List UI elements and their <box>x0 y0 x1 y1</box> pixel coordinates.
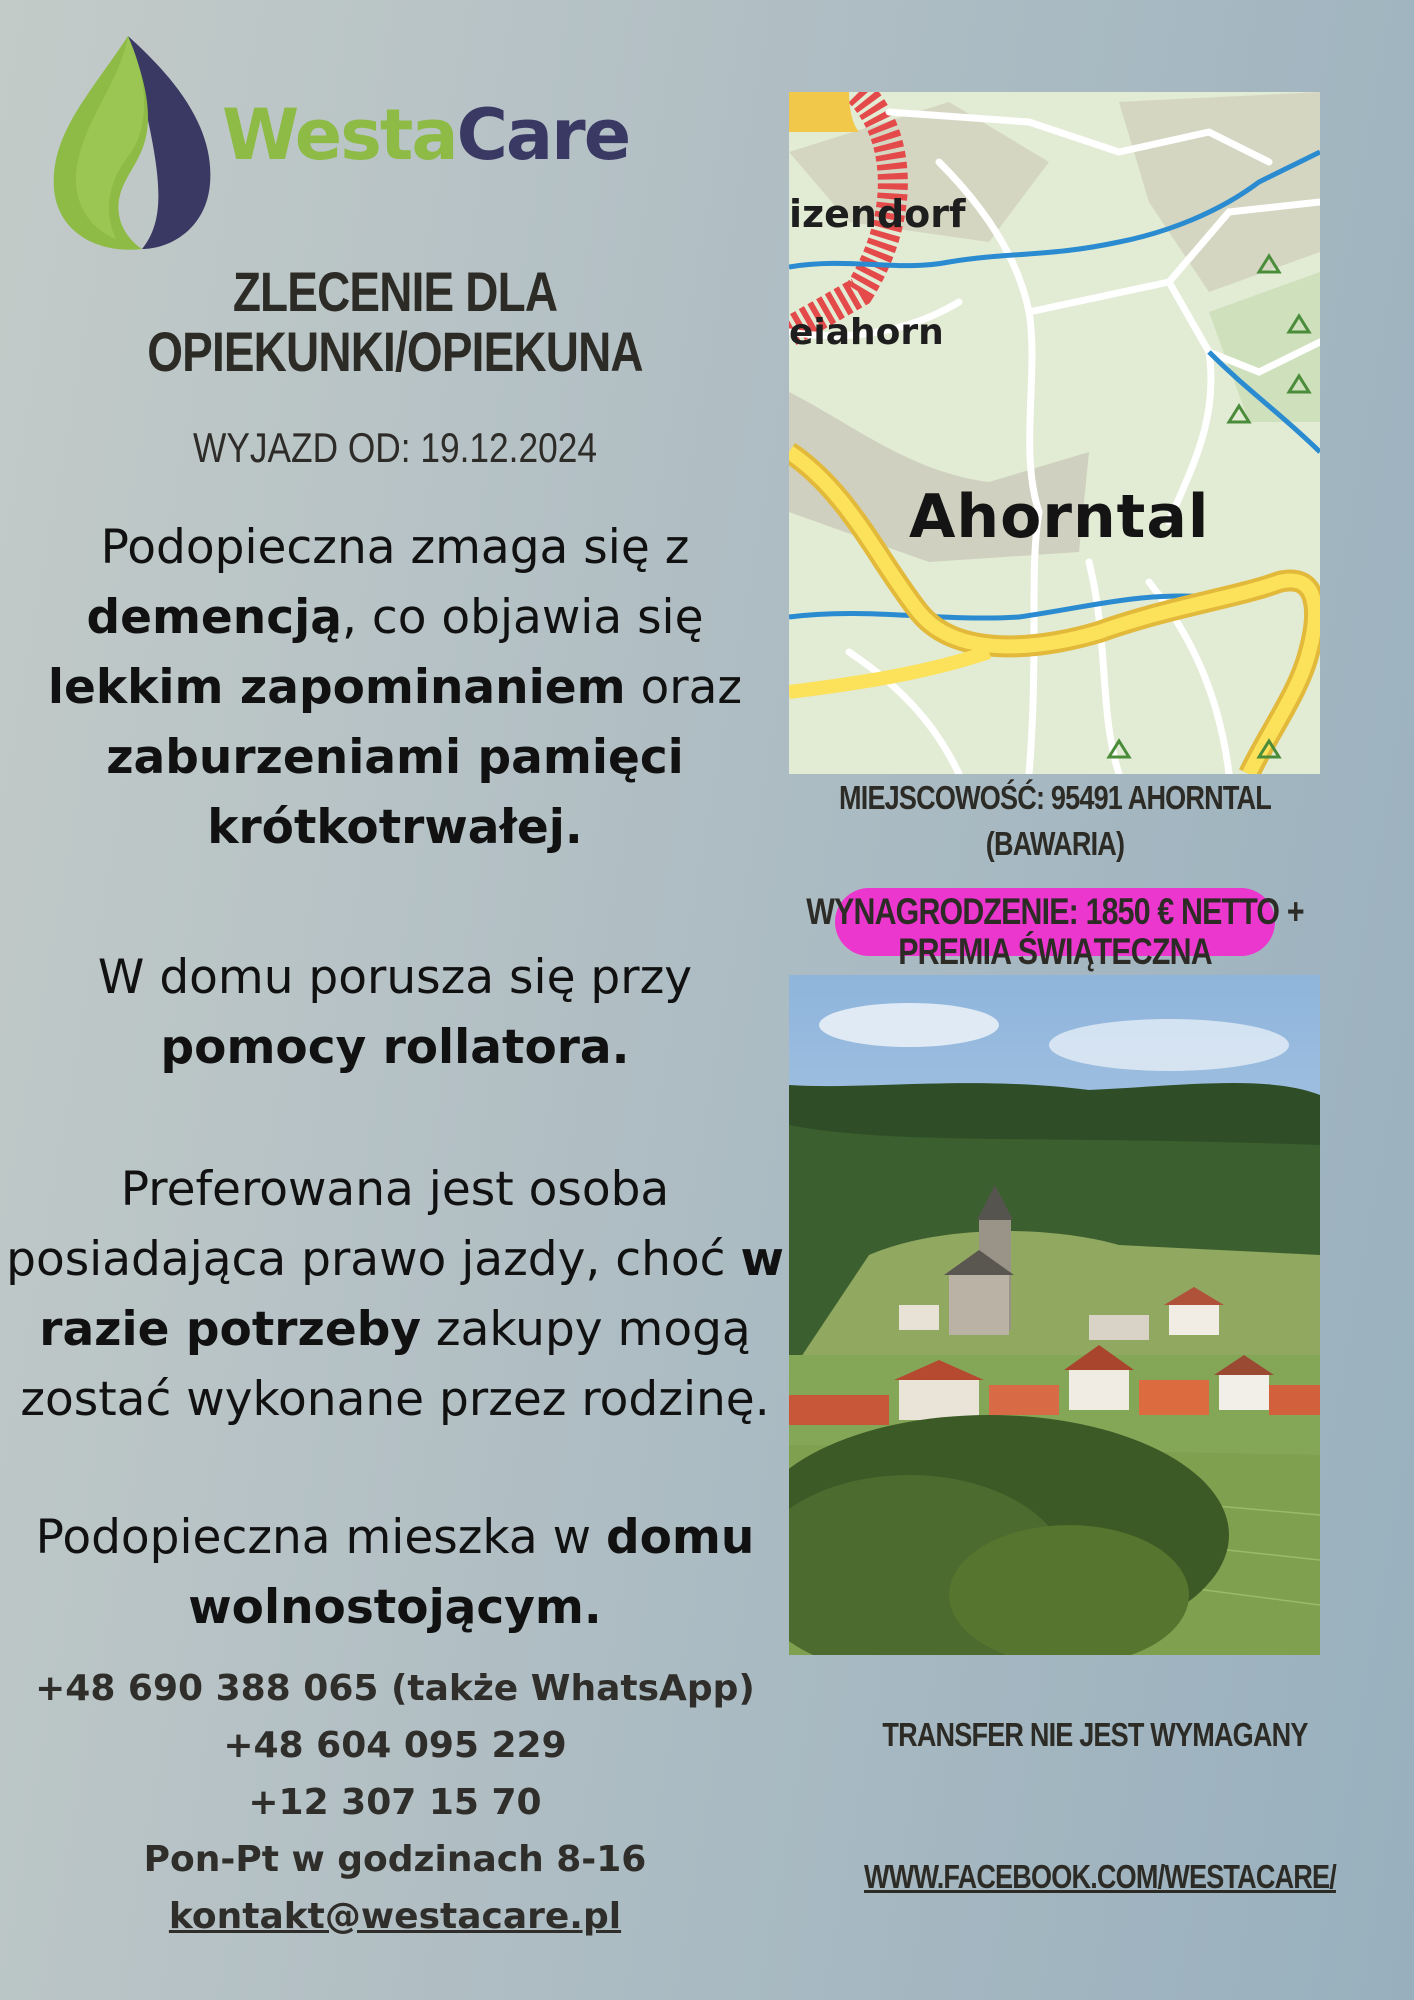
phone-link[interactable]: +48 690 388 065 (także WhatsApp) <box>35 1668 755 1709</box>
text: , co objawia się <box>341 590 704 645</box>
phone-link[interactable]: +12 307 15 70 <box>248 1782 542 1823</box>
text: zakupy mogą <box>420 1302 751 1357</box>
village-photo <box>789 975 1320 1655</box>
bold-text: wolnostojącym. <box>188 1580 602 1635</box>
map-label: izendorf <box>789 192 966 236</box>
salary-line1: WYNAGRODZENIE: 1850 € NETTO + <box>806 891 1304 932</box>
housing-paragraph <box>0 1503 790 1643</box>
text: posiadająca prawo jazdy, choć <box>6 1232 741 1287</box>
salary-line2: PREMIA ŚWIĄTECZNA <box>898 931 1212 972</box>
text: zostać wykonane przez rodzinę. <box>20 1372 770 1427</box>
bold-text: razie potrzeby <box>39 1302 421 1357</box>
transfer-note: TRANSFER NIE JEST WYMAGANY <box>882 1716 1308 1753</box>
brand-name-part1: Westa <box>222 94 457 176</box>
driving-paragraph <box>0 1155 790 1435</box>
bold-text: demencją <box>86 590 342 645</box>
text: oraz <box>625 660 743 715</box>
page-title <box>104 262 686 382</box>
location-map <box>789 92 1320 774</box>
brand-wordmark <box>222 94 630 176</box>
title-line2: OPIEKUNKI/OPIEKUNA <box>147 320 643 383</box>
text: Podopieczna mieszka w <box>35 1510 606 1565</box>
bold-text: pomocy rollatora. <box>160 1020 630 1075</box>
mobility-paragraph <box>0 943 790 1083</box>
brand-name-part2: Care <box>456 94 630 176</box>
email-link[interactable]: kontakt@westacare.pl <box>168 1896 622 1937</box>
bold-text: w <box>740 1232 784 1287</box>
facebook-link[interactable]: WWW.FACEBOOK.COM/WESTACARE/ <box>864 1858 1336 1895</box>
departure-date: WYJAZD OD: 19.12.2024 <box>193 424 597 471</box>
text: Preferowana jest osoba <box>120 1162 670 1217</box>
bold-text: krótkotrwałej. <box>207 800 583 855</box>
title-line1: ZLECENIE DLA <box>232 260 558 323</box>
map-label-main: Ahorntal <box>909 482 1210 552</box>
salary-text <box>797 892 1314 972</box>
location-line1: MIEJSCOWOŚĆ: 95491 AHORNTAL <box>839 779 1271 816</box>
location-line2: (BAWARIA) <box>985 825 1125 862</box>
bold-text: lekkim zapominaniem <box>47 660 626 715</box>
location-text <box>821 775 1288 867</box>
contact-block <box>20 1660 770 1945</box>
text: W domu porusza się przy <box>97 950 693 1005</box>
office-hours: Pon-Pt w godzinach 8-16 <box>143 1839 647 1880</box>
condition-paragraph <box>0 513 790 863</box>
bold-text: domu <box>605 1510 755 1565</box>
phone-link[interactable]: +48 604 095 229 <box>223 1725 567 1766</box>
text: Podopieczna zmaga się z <box>100 520 690 575</box>
bold-text: zaburzeniami pamięci <box>106 730 684 785</box>
map-label: eiahorn <box>789 312 944 353</box>
flame-logo-icon <box>50 34 230 259</box>
